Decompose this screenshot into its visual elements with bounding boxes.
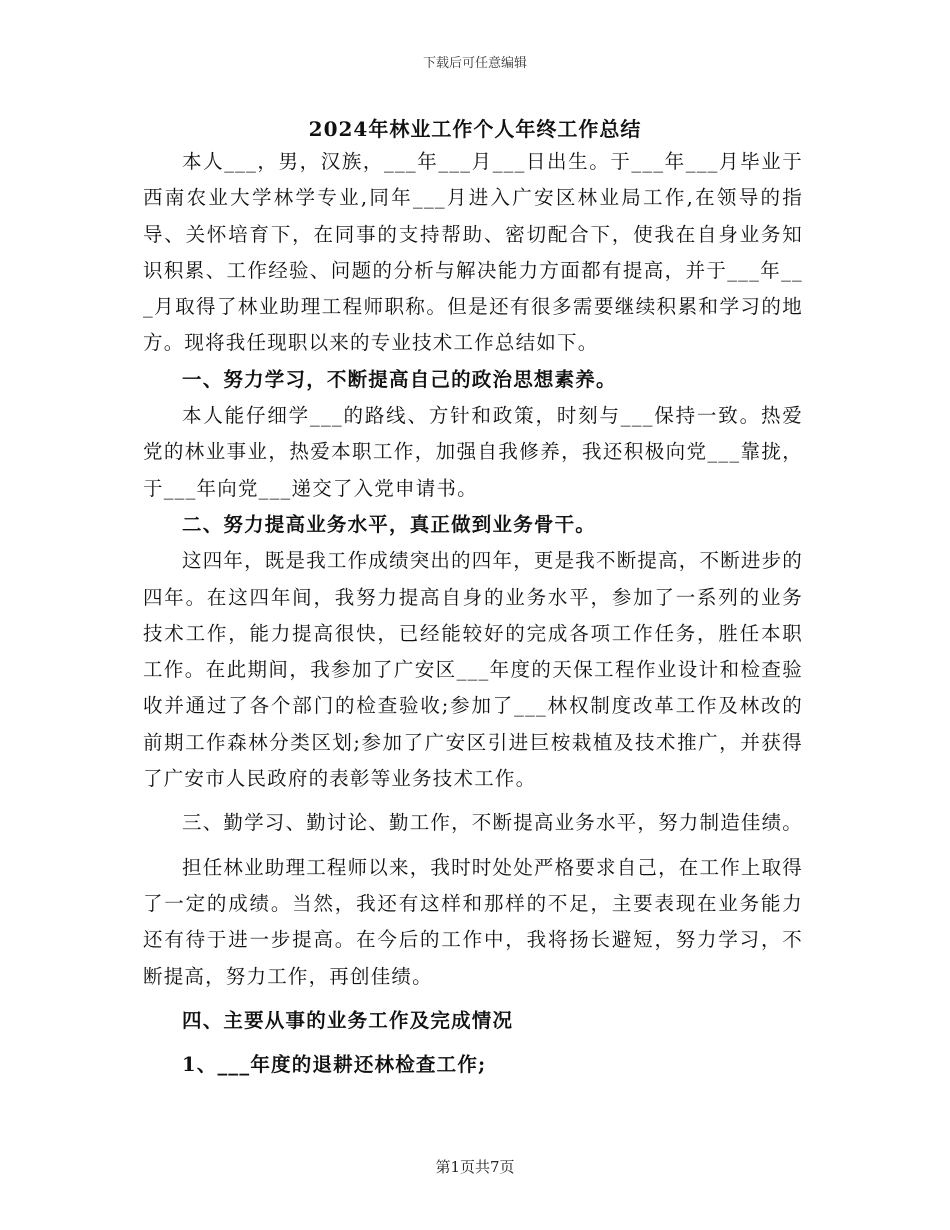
section-heading-4: 四、主要从事的业务工作及完成情况 [182,1008,514,1032]
section-heading-3: 三、勤学习、勤讨论、勤工作，不断提高业务水平，努力制造佳绩。 [182,811,804,835]
page-footer: 第1页共7页 [435,1158,515,1176]
document-body [143,144,803,1083]
paragraph-self-assessment: 担任林业助理工程师以来，我时时处处严格要求自己，在工作上取得了一定的成绩。当然，我还有这样和那样的不足，主要表现在业务能力还有待于进一步提高。在今后的工作中，我将扬长避短，努力学习，不断提高，努力工作，再创佳绩。 [143,855,804,988]
paragraph-work-progress: 这四年，既是我工作成绩突出的四年，更是我不断提高，不断进步的四年。在这四年间，我努力提高自身的业务水平，参加了一系列的业务技术工作，能力提高很快，已经能较好的完成各项工作任务，胜任本职工作。在此期间，我参加了广安区___年度的天保工程作业设计和检查验收并通过了各个部门的检查验收;参加了___林权制度改革工作及林改的前期工作森林分类区划;参加了广安区引进巨桉栽植及技术推广，并获得了广安市人民政府的表彰等业务技术工作。 [143,549,804,791]
document-title: 2024年林业工作个人年终工作总结 [308,117,642,141]
list-item-1: 1、___年度的退耕还林检查工作; [182,1053,487,1077]
paragraph-political: 本人能仔细学___的路线、方针和政策，时刻与___保持一致。热爱党的林业事业，热爱本职工作，加强自我修养，我还积极向党___靠拢，于___年向党___递交了入党申请书。 [143,404,803,500]
section-heading-2: 二、努力提高业务水平，真正做到业务骨干。 [182,512,597,536]
section-heading-1: 一、努力学习，不断提高自己的政治思想素养。 [182,367,617,391]
paragraph-intro: 本人___，男，汉族，___年___月___日出生。于___年___月毕业于西南农业大学林学专业,同年___月进入广安区林业局工作,在领导的指导、关怀培育下，在同事的支持帮助、密切配合下，使我在自身业务知识积累、工作经验、问题的分析与解决能力方面都有提高，并于___年___月取得了林业助理工程师职称。但是还有很多需要继续积累和学习的地方。现将我任现职以来的专业技术工作总结如下。 [143,150,803,355]
page-header: 下载后可任意编辑 [422,56,527,71]
